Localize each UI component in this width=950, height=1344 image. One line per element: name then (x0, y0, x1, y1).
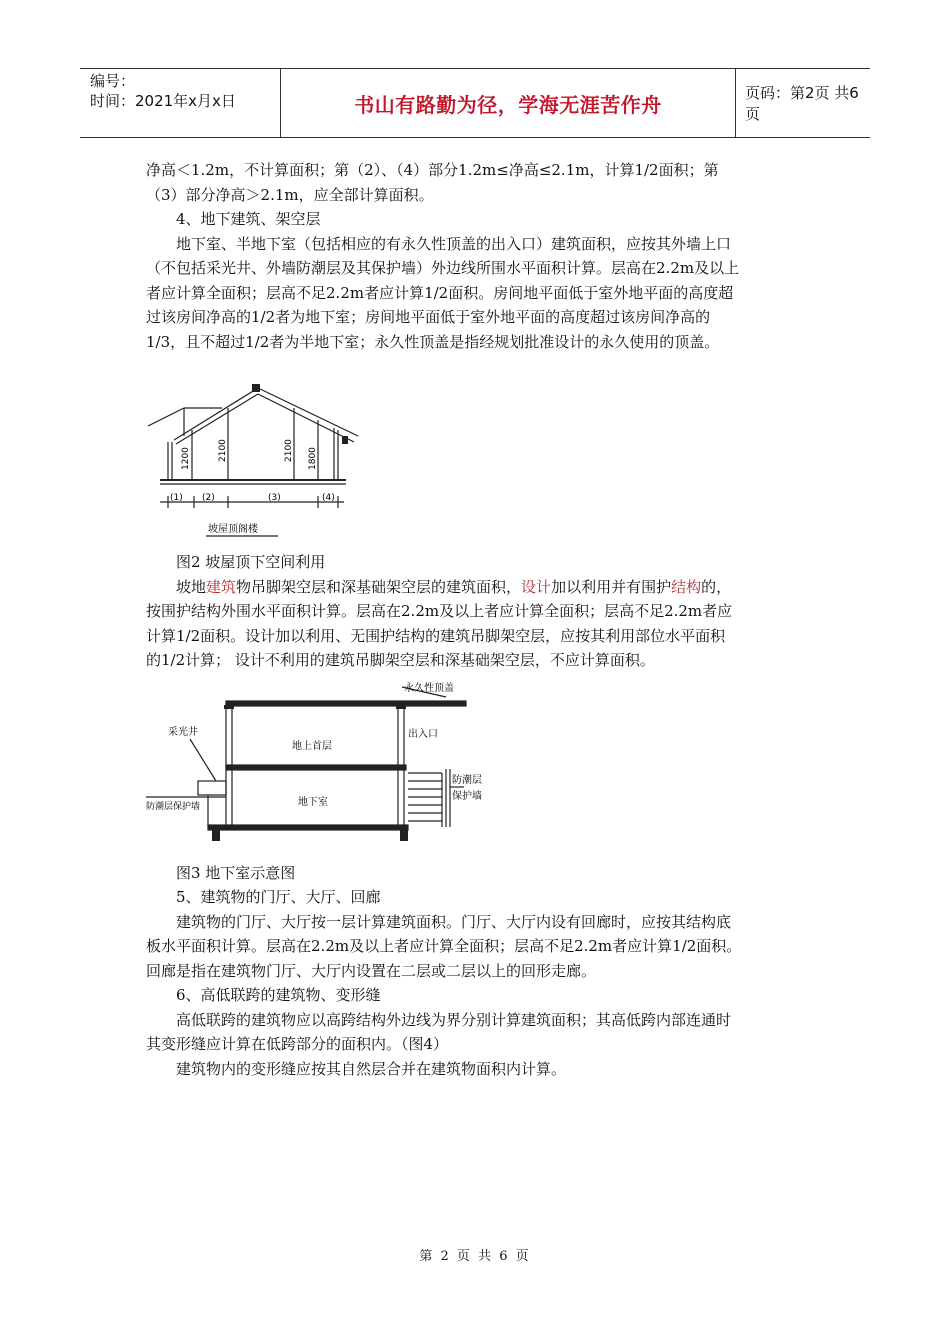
paragraph-line: 地下室、半地下室（包括相应的有永久性顶盖的出入口）建筑面积，应按其外墙上口 (176, 234, 732, 253)
paragraph-line: 1/3，且不超过1/2者为半地下室；永久性顶盖是指经规划批准设计的永久使用的顶盖。 (146, 332, 720, 351)
ground-floor-label: 地上首层 (292, 740, 332, 752)
header-left-cell (80, 69, 280, 137)
paragraph-line: 者应计算全面积；层高不足2.2m者应计算1/2面积。房间地平面低于室外地平面的高度超 (146, 283, 734, 302)
section-heading-5: 5、建筑物的门厅、大厅、回廊 (176, 888, 381, 906)
paragraph-line: 高低联跨的建筑物应以高跨结构外边线为界分别计算建筑面积；其高低跨内部连通时 (176, 1010, 732, 1029)
paragraph-line: 净高＜1.2m，不计算面积；第（2）、（4）部分1.2m≤净高≤2.1m，计算1/2面积；第 (146, 161, 719, 179)
page-footer: 第 2 页 共 6 页 (419, 1249, 531, 1264)
section-heading-4: 4、地下建筑、架空层 (176, 210, 321, 228)
paragraph-line: 建筑物内的变形缝应按其自然层合并在建筑物面积内计算。 (176, 1059, 567, 1078)
number-label: 编号： (90, 72, 136, 90)
figure-2-caption: 图2 坡屋顶下空间利用 (176, 553, 326, 571)
dim-label: 2100 (284, 439, 294, 462)
skylight-label: 采光井 (168, 726, 198, 738)
paragraph-line: 坡地建筑物吊脚架空层和深基础架空层的建筑面积，设计加以利用并有围护结构的， (176, 577, 732, 596)
motto: 书山有路勤为径，学海无涯苦作舟 (354, 92, 662, 117)
dim-label: 1800 (308, 447, 318, 470)
figure-3-caption: 图3 地下室示意图 (176, 863, 296, 882)
section-heading-6: 6、高低联跨的建筑物、变形缝 (176, 986, 381, 1004)
page-indicator: 页码：第2页 共6页 (745, 84, 859, 123)
entrance-label: 出入口 (408, 728, 438, 740)
part-label: (1) (170, 493, 183, 503)
paragraph-line: 的1/2计算； 设计不利用的建筑吊脚架空层和深基础架空层，不应计算面积。 (146, 651, 655, 669)
paragraph-line: 板水平面积计算。层高在2.2m及以上者应计算全面积；层高不足2.2m者应计算1/2面积。 (146, 937, 742, 955)
part-label: (2) (202, 493, 215, 503)
basement-label: 地下室 (298, 796, 328, 808)
damp-label: 保护墙 (452, 790, 482, 802)
dim-label: 2100 (218, 439, 228, 462)
paragraph-line: 回廊是指在建筑物门厅、大厅内设置在二层或二层以上的回形走廊。 (146, 961, 597, 980)
figure-basement (146, 677, 482, 857)
figure-label: 坡屋顶阁楼 (208, 524, 258, 535)
paragraph-line: （不包括采光井、外墙防潮层及其保护墙）外边线所围水平面积计算。层高在2.2m及以上 (146, 259, 740, 277)
document-body (146, 158, 816, 1081)
paragraph-line: 按围护结构外围水平面积计算。层高在2.2m及以上者应计算全面积；层高不足2.2m者应 (146, 602, 733, 620)
paragraph-line: 建筑物的门厅、大厅按一层计算建筑面积。门厅、大厅内设有回廊时，应按其结构底 (176, 912, 732, 931)
damp-wall-label: 防潮层保护墙 (146, 801, 201, 812)
roof-label: 永久性顶盖 (404, 682, 454, 694)
date-label: 时间：2021年x月x日 (90, 92, 236, 110)
damp-label: 防潮层 (452, 774, 482, 786)
figure-sloped-roof (146, 364, 376, 544)
part-label: (3) (268, 493, 281, 503)
paragraph-line: 过该房间净高的1/2者为地下室；房间地平面低于室外地平面的高度超过该房间净高的 (146, 308, 711, 326)
header-center-cell (280, 69, 736, 137)
page-header (80, 68, 870, 138)
paragraph-line: 其变形缝应计算在低跨部分的面积内。（图4） (146, 1035, 449, 1053)
paragraph-line: （3）部分净高＞2.1m，应全部计算面积。 (146, 185, 434, 204)
header-right-cell (735, 69, 870, 137)
paragraph-line: 计算1/2面积。设计加以利用、无围护结构的建筑吊脚架空层，应按其利用部位水平面积 (146, 626, 726, 645)
dim-label: 1200 (181, 447, 191, 470)
part-label: (4) (322, 493, 335, 503)
